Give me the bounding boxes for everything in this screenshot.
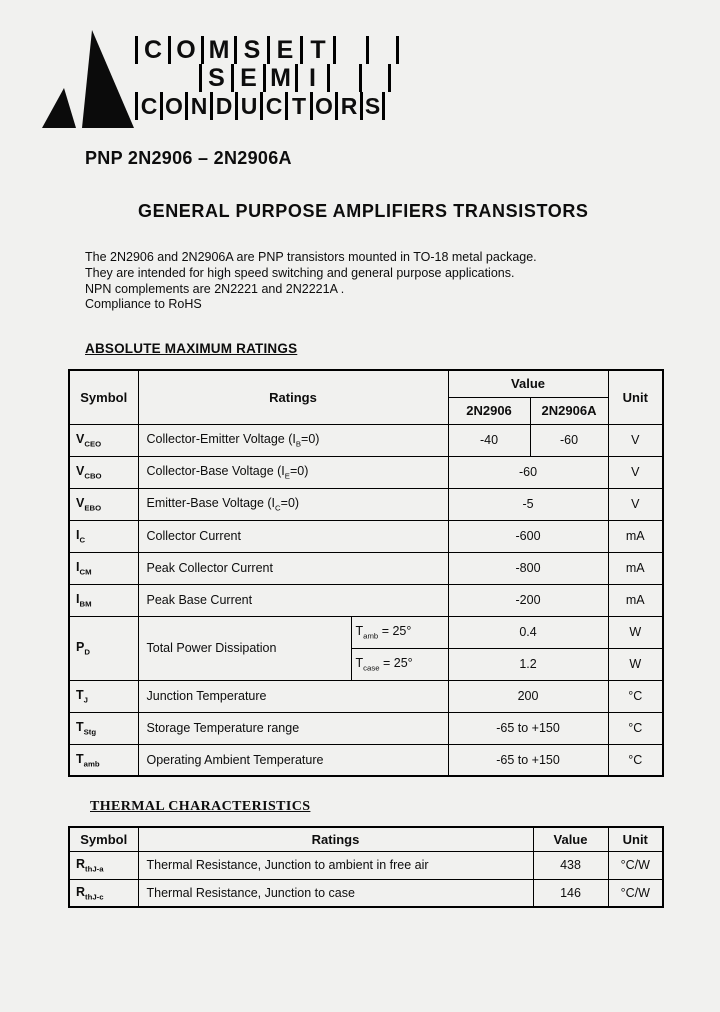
logo-letter-cell: N [185, 92, 210, 120]
symbol-cell: $R_{thJ-c}$ [69, 879, 138, 907]
value-cell: 0.4 [448, 616, 608, 648]
column-header-unit: Unit [608, 370, 663, 424]
symbol-cell: $I_{CM}$ [69, 552, 138, 584]
column-header-value: Value [448, 370, 608, 397]
page-title: PNP 2N2906 – 2N2906A [85, 148, 292, 168]
logo-row [135, 92, 399, 120]
value-cell: 1.2 [448, 648, 608, 680]
thermal-characteristics-table [68, 826, 664, 908]
logo-empty-cell [135, 64, 167, 92]
rating-cell: Thermal Resistance, Junction to case [138, 879, 533, 907]
unit-cell: mA [608, 520, 663, 552]
column-header-unit: Unit [608, 827, 663, 851]
symbol-cell: $R_{thJ-a}$ [69, 851, 138, 879]
logo-letter-cell: O [160, 92, 185, 120]
description-line: Compliance to RoHS [85, 297, 202, 312]
logo-letter-cell: E [231, 64, 263, 92]
value-cell: -5 [448, 488, 608, 520]
unit-cell: W [608, 648, 663, 680]
logo-row [135, 64, 399, 92]
section-heading-absolute-maximum-ratings: ABSOLUTE MAXIMUM RATINGS [85, 341, 298, 356]
unit-cell: °C [608, 712, 663, 744]
rating-cell: Collector-Base Voltage $(I_E=0)$ [138, 456, 448, 488]
logo-empty-cell [366, 36, 399, 64]
description-line: NPN complements are 2N2221 and 2N2221A . [85, 281, 345, 296]
table-row [69, 552, 663, 584]
symbol-cell: $T_J$ [69, 680, 138, 712]
logo-letter-cell: O [168, 36, 201, 64]
value-cell: -800 [448, 552, 608, 584]
table-row [69, 456, 663, 488]
column-header-symbol: Symbol [69, 827, 138, 851]
logo-letter-cell: S [199, 64, 231, 92]
description-line: The 2N2906 and 2N2906A are PNP transistors mounted in TO-18 metal package. [85, 250, 537, 264]
value-cell-2n2906a: -60 [530, 424, 608, 456]
table-row [69, 424, 663, 456]
symbol-cell: $I_C$ [69, 520, 138, 552]
rating-cell: Emitter-Base Voltage $(I_C=0)$ [138, 488, 448, 520]
rating-cell: Peak Base Current [138, 584, 448, 616]
column-header-ratings: Ratings [138, 827, 533, 851]
logo-letter-cell: U [235, 92, 260, 120]
unit-cell: °C [608, 680, 663, 712]
symbol-cell: $V_{CBO}$ [69, 456, 138, 488]
logo-letters [135, 36, 399, 120]
logo-letter-cell: C [260, 92, 285, 120]
column-header-2n2906a: 2N2906A [530, 397, 608, 424]
rating-cell: Collector-Emitter Voltage $(I_B=0)$ [138, 424, 448, 456]
unit-cell: V [608, 488, 663, 520]
value-cell: 438 [533, 851, 608, 879]
table-header-row [69, 370, 663, 397]
unit-cell: mA [608, 584, 663, 616]
logo-letter-cell: R [335, 92, 360, 120]
table-header-row [69, 827, 663, 851]
rating-cell: Peak Collector Current [138, 552, 448, 584]
unit-cell: mA [608, 552, 663, 584]
symbol-cell: $V_{EBO}$ [69, 488, 138, 520]
table-row [69, 680, 663, 712]
column-header-2n2906: 2N2906 [448, 397, 530, 424]
condition-cell: $T_{amb} = 25^\circ$ [351, 616, 448, 648]
unit-cell: °C [608, 744, 663, 776]
unit-cell: V [608, 424, 663, 456]
logo-empty-cell [327, 64, 359, 92]
table-row [69, 584, 663, 616]
column-header-ratings: Ratings [138, 370, 448, 424]
logo-empty-cell [167, 64, 199, 92]
section-heading-thermal-characteristics: THERMAL CHARACTERISTICS [90, 799, 311, 814]
logo-letter-cell: S [360, 92, 385, 120]
logo-letter-cell: C [135, 92, 160, 120]
column-header-value: Value [533, 827, 608, 851]
unit-cell: °C/W [608, 879, 663, 907]
logo-letter-cell: M [201, 36, 234, 64]
value-cell: -600 [448, 520, 608, 552]
comset-triangle-icon [42, 30, 134, 128]
unit-cell: °C/W [608, 851, 663, 879]
table-row [69, 744, 663, 776]
logo-letter-cell: M [263, 64, 295, 92]
logo-letter-cell: O [310, 92, 335, 120]
condition-cell: $T_{case} = 25^\circ$ [351, 648, 448, 680]
rating-cell: Total Power Dissipation [138, 616, 351, 680]
logo-letter-cell: E [267, 36, 300, 64]
table-row [69, 851, 663, 879]
rating-cell: Collector Current [138, 520, 448, 552]
page-subtitle: GENERAL PURPOSE AMPLIFIERS TRANSISTORS [138, 201, 589, 221]
value-cell: -60 [448, 456, 608, 488]
logo-letter-cell: C [135, 36, 168, 64]
symbol-cell: $P_D$ [69, 616, 138, 680]
logo-letter-cell: T [285, 92, 310, 120]
description-line: They are intended for high speed switching and general purpose applications. [85, 265, 515, 280]
unit-cell: V [608, 456, 663, 488]
value-cell: 146 [533, 879, 608, 907]
rating-cell: Junction Temperature [138, 680, 448, 712]
value-cell: -65 to +150 [448, 744, 608, 776]
logo-letter-cell: T [300, 36, 333, 64]
logo-letter-cell: D [210, 92, 235, 120]
logo-empty-cell [359, 64, 391, 92]
table-row [69, 712, 663, 744]
table-row [69, 488, 663, 520]
value-cell-2n2906: -40 [448, 424, 530, 456]
symbol-cell: $V_{CEO}$ [69, 424, 138, 456]
table-row [69, 520, 663, 552]
rating-cell: Thermal Resistance, Junction to ambient in free air [138, 851, 533, 879]
logo-letter-cell: S [234, 36, 267, 64]
description-paragraph [85, 250, 655, 313]
symbol-cell: $T_{amb}$ [69, 744, 138, 776]
table-row [69, 616, 663, 648]
unit-cell: W [608, 616, 663, 648]
rating-cell: Operating Ambient Temperature [138, 744, 448, 776]
value-cell: 200 [448, 680, 608, 712]
logo-row [135, 36, 399, 64]
table-row [69, 879, 663, 907]
column-header-symbol: Symbol [69, 370, 138, 424]
value-cell: -65 to +150 [448, 712, 608, 744]
symbol-cell: $I_{BM}$ [69, 584, 138, 616]
absolute-maximum-ratings-table [68, 369, 664, 777]
rating-cell: Storage Temperature range [138, 712, 448, 744]
logo-letter-cell: I [295, 64, 327, 92]
comset-logo [42, 28, 402, 128]
logo-empty-cell [333, 36, 366, 64]
symbol-cell: $T_{Stg}$ [69, 712, 138, 744]
value-cell: -200 [448, 584, 608, 616]
